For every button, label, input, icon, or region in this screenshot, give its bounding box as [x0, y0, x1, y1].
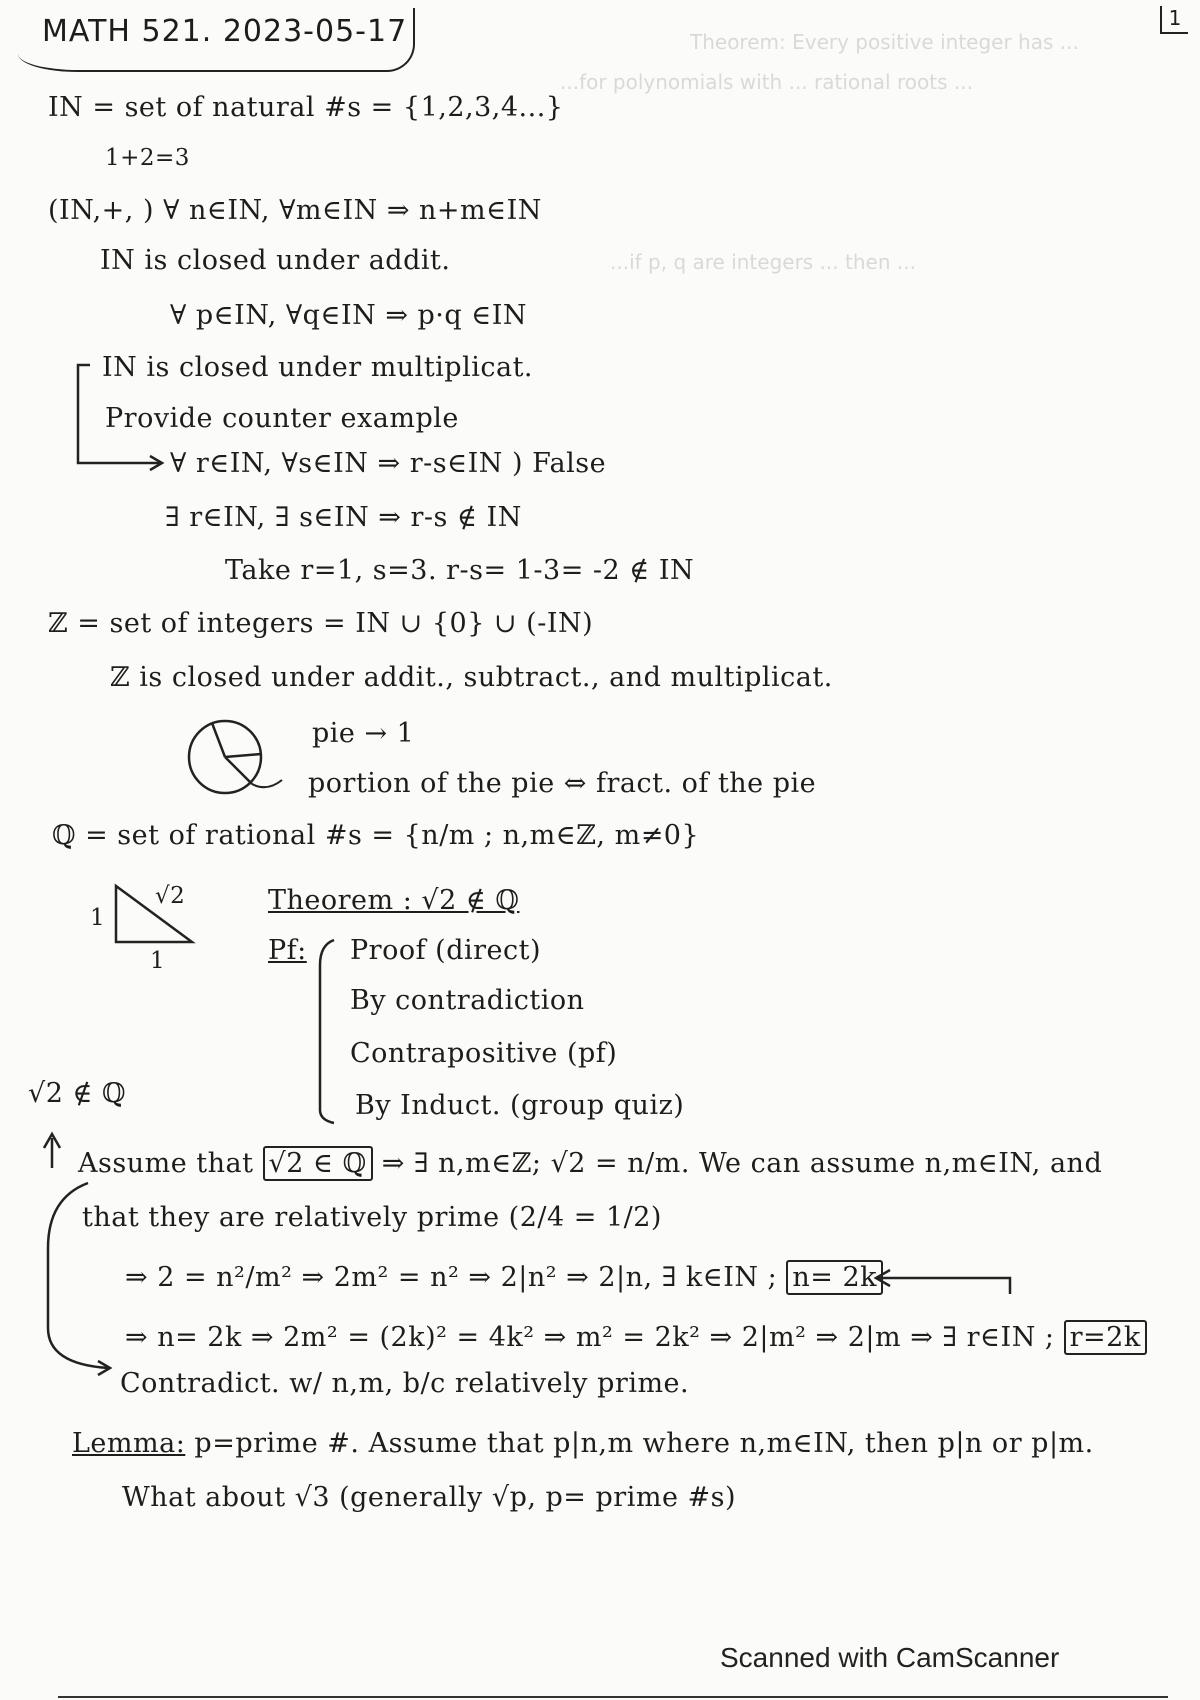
lemma-line: [72, 1428, 1094, 1459]
proof-method: By contradiction: [350, 985, 585, 1016]
note-line: ∀ r∈IN, ∀s∈IN ⇒ r-s∈IN ) False: [170, 448, 607, 479]
triangle-hypotenuse-label: √2: [155, 883, 186, 909]
lemma-text: p=prime #. Assume that p|n,m where n,m∈IN, then p|n or p|m.: [194, 1428, 1094, 1459]
assumption-rest: ⇒ ∃ n,m∈ℤ; √2 = n/m. We can assume n,m∈IN, and: [381, 1148, 1103, 1179]
lemma-label: Lemma:: [72, 1428, 186, 1459]
note-line: ∃ r∈IN, ∃ s∈IN ⇒ r-s ∉ IN: [165, 502, 522, 533]
proof-method: By Induct. (group quiz): [355, 1090, 685, 1121]
derivation-text: ⇒ n= 2k ⇒ 2m² = (2k)² = 4k² ⇒ m² = 2k² ⇒ 2|m² ⇒ 2|m ⇒ ∃ r∈IN ;: [125, 1322, 1055, 1353]
triangle-side-label: 1: [90, 905, 106, 931]
note-line: 1+2=3: [105, 145, 190, 171]
derivation-line: [125, 1322, 1147, 1353]
note-line: What about √3 (generally √p, p= prime #s): [122, 1482, 737, 1513]
derivation-line: [125, 1262, 883, 1293]
note-line: IN is closed under addit.: [100, 245, 451, 276]
assumption-lead: Assume that: [78, 1148, 254, 1179]
proof-methods-brace: [312, 935, 342, 1125]
proof-method: Proof (direct): [350, 935, 542, 966]
note-line: Contradict. w/ n,m, b/c relatively prime.: [120, 1368, 690, 1399]
triangle-base-label: 1: [150, 948, 166, 974]
note-line: ℚ = set of rational #s = {n/m ; n,m∈ℤ, m≠0}: [52, 820, 700, 851]
theorem-line: Theorem : √2 ∉ ℚ: [268, 885, 520, 916]
note-line: ℤ = set of integers = IN ∪ {0} ∪ (-IN): [48, 608, 594, 639]
bleed-through-text: ...for polynomials with ... rational roots ...: [560, 70, 973, 94]
footer-divider: [58, 1696, 1168, 1698]
note-line: IN is closed under multiplicat.: [102, 352, 534, 383]
note-line: (IN,+, ) ∀ n∈IN, ∀m∈IN ⇒ n+m∈IN: [48, 195, 542, 226]
note-line: pie → 1: [312, 718, 415, 749]
proof-label: Pf:: [268, 935, 307, 966]
note-line: portion of the pie ⇔ fract. of the pie: [308, 768, 817, 799]
assumption-line: [78, 1148, 1102, 1179]
page-title: MATH 521. 2023-05-17: [42, 14, 408, 49]
page-number: 1: [1160, 6, 1188, 34]
boxed-result: r=2k: [1064, 1320, 1147, 1355]
bleed-through-text: ...if p, q are integers ... then ...: [610, 250, 916, 274]
derivation-text: ⇒ 2 = n²/m² ⇒ 2m² = n² ⇒ 2|n² ⇒ 2|n, ∃ k∈IN ;: [125, 1262, 778, 1293]
note-line: that they are relatively prime (2/4 = 1/2): [82, 1202, 662, 1233]
note-line: ∀ p∈IN, ∀q∈IN ⇒ p·q ∈IN: [170, 300, 528, 331]
bleed-through-text: Theorem: Every positive integer has ...: [690, 30, 1079, 54]
proof-method: Contrapositive (pf): [350, 1038, 618, 1069]
note-line: ℤ is closed under addit., subtract., and multiplicat.: [110, 662, 833, 693]
scanner-watermark: Scanned with CamScanner: [720, 1642, 1060, 1673]
note-line: √2 ∉ ℚ: [28, 1078, 127, 1109]
boxed-result: n= 2k: [786, 1260, 883, 1295]
note-line: IN = set of natural #s = {1,2,3,4...}: [48, 92, 564, 123]
note-line: Provide counter example: [105, 403, 459, 434]
pie-diagram: [182, 712, 292, 802]
boxed-assumption: √2 ∈ ℚ: [263, 1146, 373, 1181]
back-reference-arrow: [870, 1264, 1020, 1304]
note-line: Take r=1, s=3. r-s= 1-3= -2 ∉ IN: [225, 555, 695, 586]
